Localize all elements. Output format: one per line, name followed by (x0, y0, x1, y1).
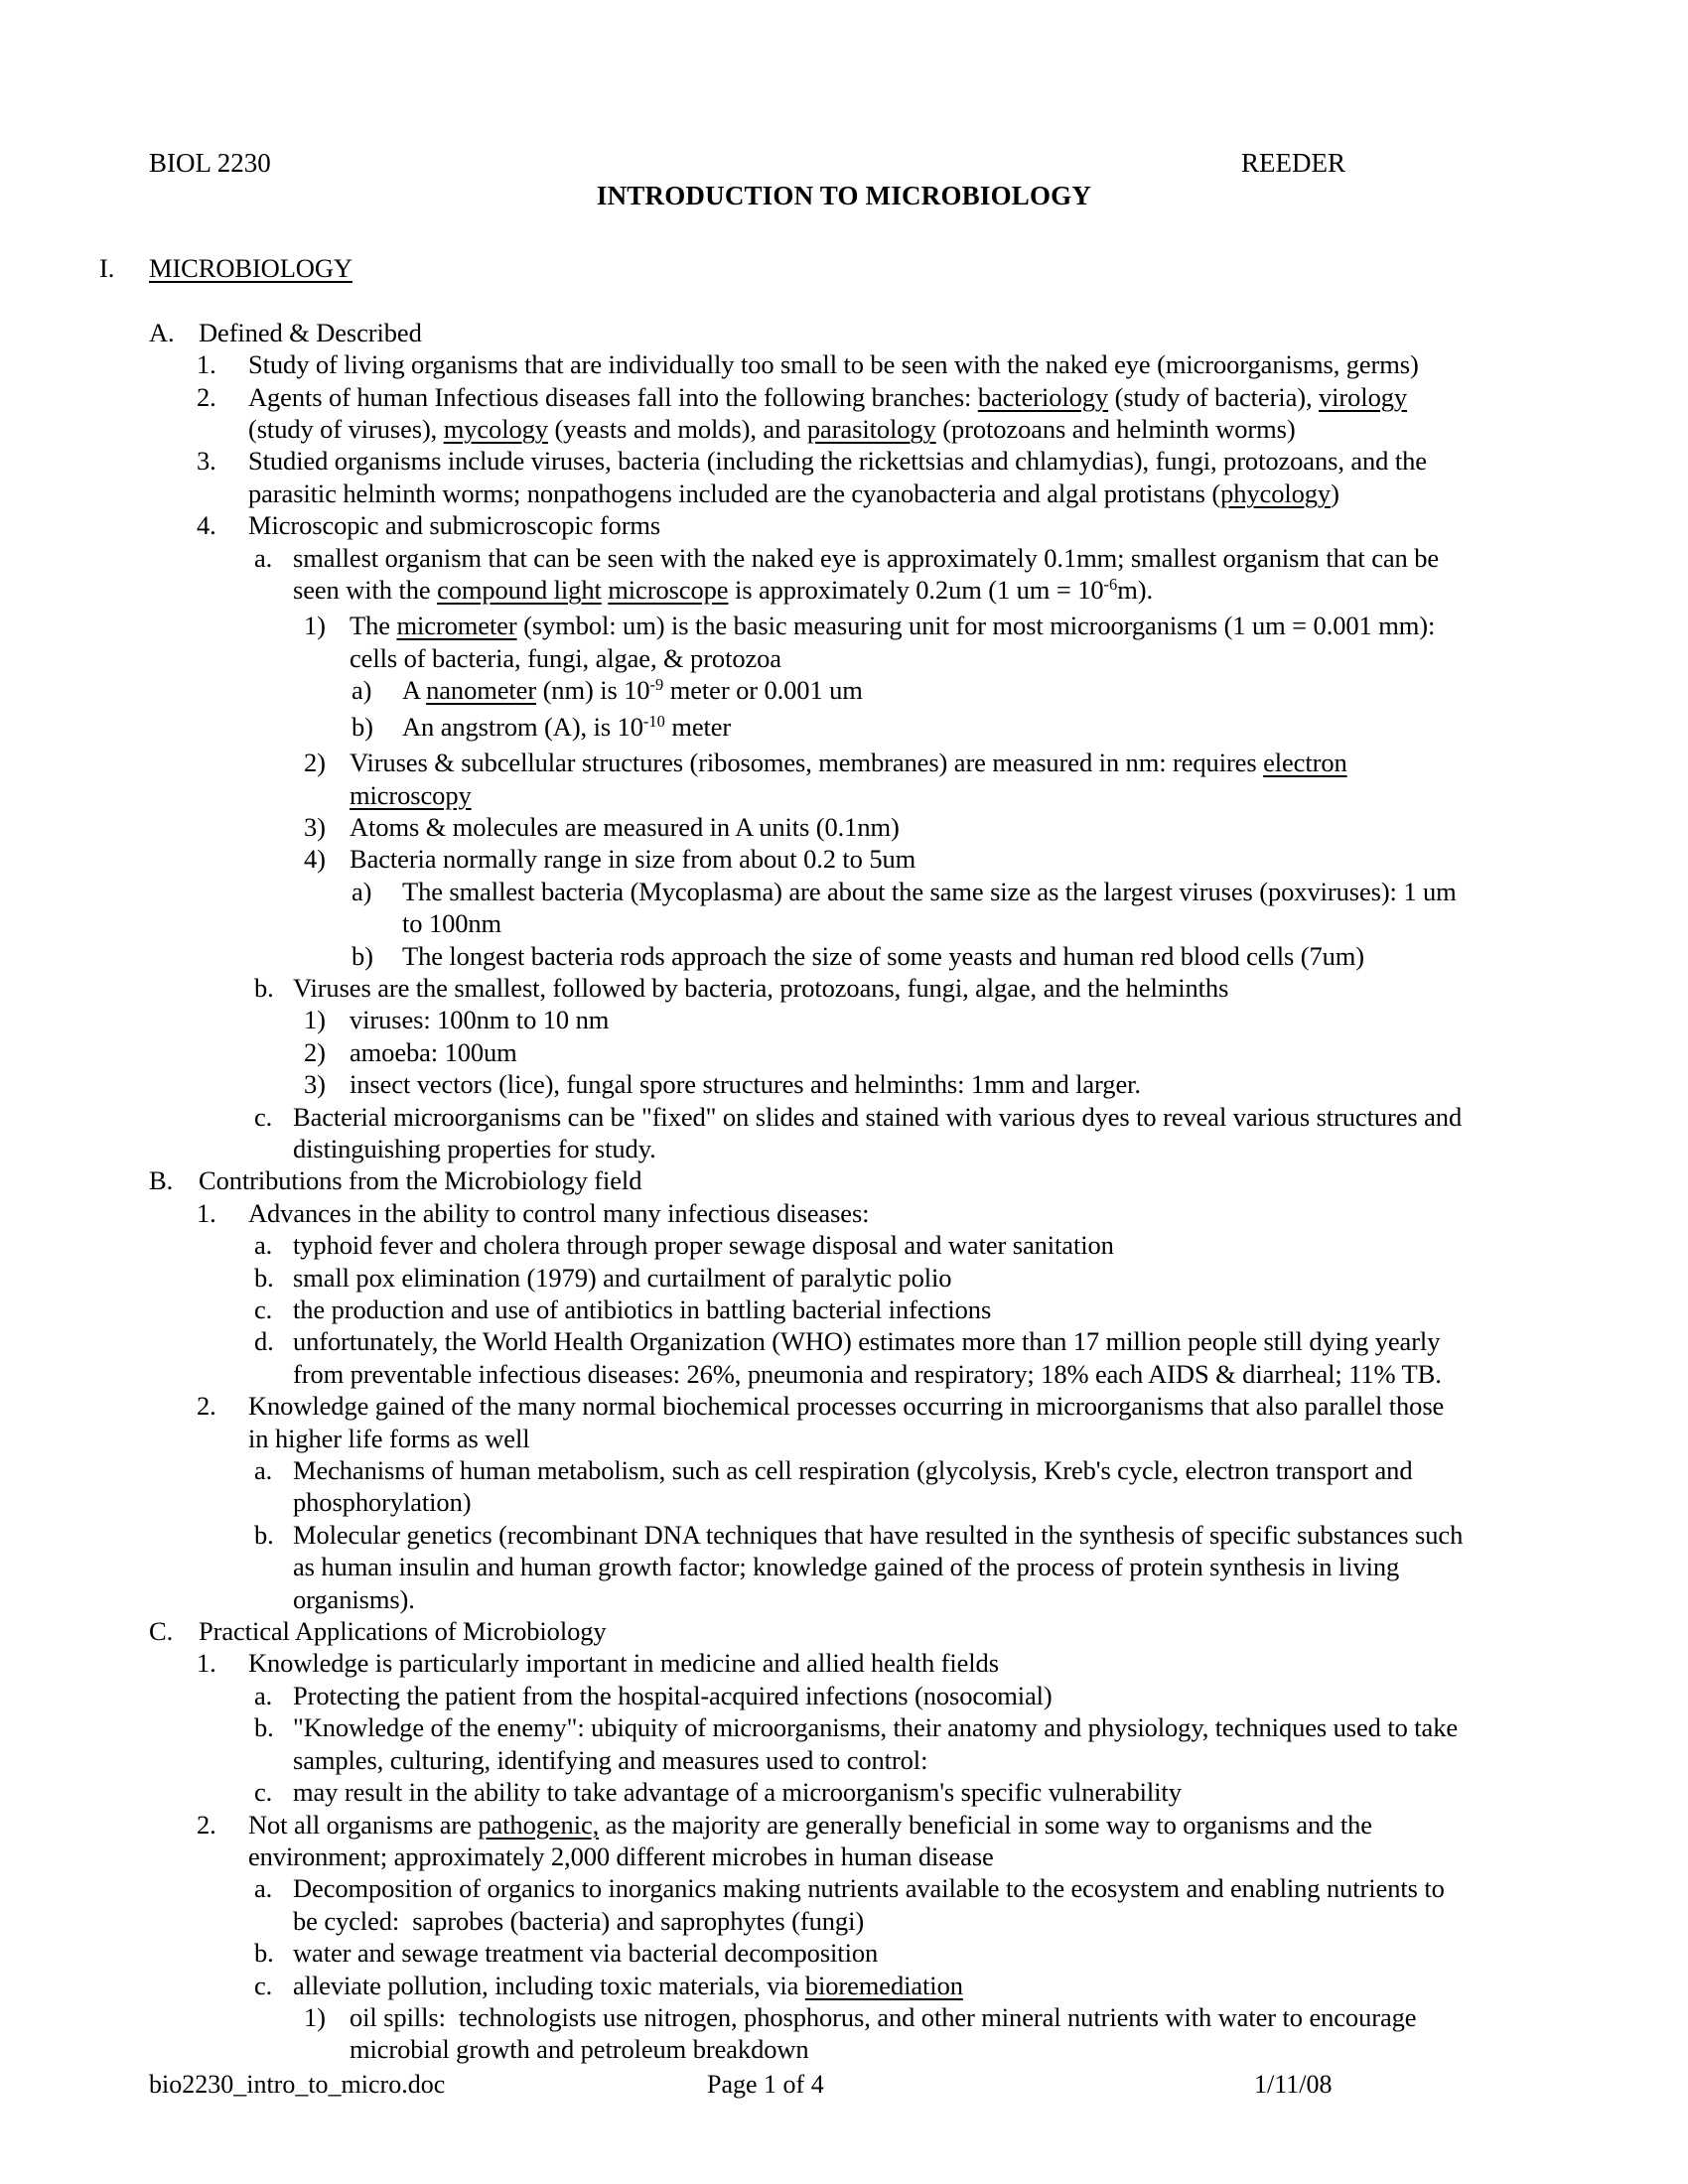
outline-line (0, 811, 1688, 843)
list-marker: 1) (304, 2001, 326, 2032)
list-marker: A. (149, 317, 175, 347)
list-marker: 4. (197, 510, 216, 541)
text-run: (yeasts and molds), and (547, 414, 807, 445)
outline-line (0, 1164, 1688, 1196)
footer-page-number: Page 1 of 4 (707, 2070, 824, 2099)
list-marker: b) (352, 711, 373, 742)
outline-line (0, 1809, 1688, 1841)
list-marker: a. (254, 542, 273, 573)
text-run: phosphorylation) (293, 1487, 472, 1518)
outline-line (0, 1068, 1688, 1100)
outline-line (0, 1325, 1688, 1357)
text-run: "Knowledge of the enemy": ubiquity of microorganisms, their anatomy and physiology, techniques used to take (293, 1712, 1459, 1743)
outline-line (0, 1551, 1688, 1582)
list-marker: b. (254, 1938, 274, 1969)
list-marker: 4) (304, 844, 326, 875)
text-run: seen with the (293, 575, 438, 606)
outline-line (0, 542, 1688, 574)
outline-line (0, 1872, 1688, 1904)
text-run: electron (1263, 748, 1347, 778)
text-run: -9 (649, 675, 664, 695)
outline-line (0, 940, 1688, 972)
outline-line (0, 348, 1688, 380)
blank-line (0, 284, 1688, 316)
text-run: cells of bacteria, fungi, algae, & protozoa (350, 642, 781, 673)
list-marker: 3) (304, 1069, 326, 1100)
text-run: Advances in the ability to control many infectious diseases: (248, 1197, 870, 1228)
list-marker: 1. (197, 1648, 216, 1679)
outline-line (0, 574, 1688, 610)
text-run: nanometer (426, 675, 537, 706)
text-run: A (402, 675, 427, 706)
list-marker: c. (254, 1970, 273, 2000)
text-run: viruses: 100nm to 10 nm (350, 1005, 610, 1035)
list-marker: 2) (304, 748, 326, 778)
text-run: (study of viruses), (248, 414, 444, 445)
list-marker: a. (254, 1455, 273, 1486)
text-run: oil spills: technologists use nitrogen, phosphorus, and other mineral nutrients with water to encourage (350, 2001, 1417, 2032)
outline-line (0, 1454, 1688, 1486)
list-marker: 1) (304, 611, 326, 641)
text-run: smallest organism that can be seen with the naked eye is approximately 0.1mm; smallest organism that can be (293, 542, 1440, 573)
list-marker: C. (149, 1616, 174, 1647)
outline-line (0, 2033, 1688, 2065)
list-marker: c. (254, 1101, 273, 1132)
list-marker: a) (352, 675, 372, 706)
text-run: microscopy (350, 779, 472, 810)
list-marker: b. (254, 1519, 274, 1550)
text-run: distinguishing properties for study. (293, 1133, 656, 1163)
outline-line (0, 1776, 1688, 1808)
text-run: typhoid fever and cholera through proper sewage disposal and water sanitation (293, 1230, 1114, 1261)
outline-line (0, 1647, 1688, 1679)
outline-line (0, 1711, 1688, 1743)
outline-line (0, 1390, 1688, 1422)
text-run: water and sewage treatment via bacterial decomposition (293, 1938, 879, 1969)
list-marker: 2. (197, 1809, 216, 1840)
text-run: MICROBIOLOGY (149, 253, 352, 283)
text-run: Molecular genetics (recombinant DNA techniques that have resulted in the synthesis of specific substances such (293, 1519, 1464, 1550)
text-run: The longest bacteria rods approach the size of some yeasts and human red blood cells (7um) (402, 940, 1364, 971)
outline (0, 252, 1688, 2066)
text-run: compound light (437, 575, 602, 606)
text-run: meter or 0.001 um (663, 675, 863, 706)
list-marker: B. (149, 1165, 174, 1196)
outline-line (0, 779, 1688, 811)
list-marker: 2. (197, 381, 216, 412)
text-run: (symbol: um) is the basic measuring unit for most microorganisms (1 um = 0.001 mm): (516, 611, 1436, 641)
text-run: m). (1117, 575, 1153, 606)
text-run: bioremediation (804, 1970, 963, 2000)
text-run: parasitology (806, 414, 936, 445)
list-marker: a. (254, 1230, 273, 1261)
text-run: may result in the ability to take advantage of a microorganism's specific vulnerability (293, 1777, 1182, 1808)
text-run: The smallest bacteria (Mycoplasma) are about the same size as the largest viruses (poxviruses): 1 um (402, 876, 1457, 906)
footer-filename: bio2230_intro_to_micro.doc (149, 2070, 446, 2099)
list-marker: 3) (304, 811, 326, 842)
list-marker: d. (254, 1326, 274, 1357)
author-name: REEDER (1241, 148, 1345, 178)
outline-line (0, 509, 1688, 541)
list-marker: a. (254, 1680, 273, 1710)
course-code: BIOL 2230 (149, 148, 271, 178)
list-marker: 1) (304, 1005, 326, 1035)
document-title: INTRODUCTION TO MICROBIOLOGY (596, 181, 1092, 210)
text-run: Study of living organisms that are individually too small to be seen with the naked eye (microorganisms, germs) (248, 349, 1419, 380)
text-run: amoeba: 100um (350, 1036, 517, 1067)
list-marker: I. (99, 253, 115, 283)
text-run: mycology (443, 414, 548, 445)
text-run: micrometer (396, 611, 517, 641)
text-run: Knowledge gained of the many normal biochemical processes occurring in microorganisms that also parallel those (248, 1391, 1445, 1422)
outline-line (0, 1841, 1688, 1872)
outline-line (0, 642, 1688, 674)
outline-line (0, 1905, 1688, 1937)
outline-line (0, 381, 1688, 413)
outline-line (0, 610, 1688, 641)
text-run: to 100nm (402, 908, 502, 939)
text-run: Agents of human Infectious diseases fall into the following branches: (248, 381, 978, 412)
outline-line (0, 1486, 1688, 1518)
footer-date: 1/11/08 (1254, 2070, 1333, 2099)
list-marker: a. (254, 1873, 273, 1904)
text-run: as the majority are generally beneficial in some way to organisms and the (599, 1809, 1372, 1840)
text-run: samples, culturing, identifying and measures used to control: (293, 1744, 928, 1775)
text-run: An angstrom (A), is 10 (402, 711, 643, 742)
text-run: microscope (608, 575, 729, 606)
outline-line (0, 1680, 1688, 1711)
outline-line (0, 1937, 1688, 1969)
text-run: -6 (1103, 575, 1118, 595)
list-marker: 2) (304, 1036, 326, 1067)
outline-line (0, 1615, 1688, 1647)
list-marker: b. (254, 1262, 274, 1293)
text-run: alleviate pollution, including toxic materials, via (293, 1970, 805, 2000)
text-run: small pox elimination (1979) and curtailment of paralytic polio (293, 1262, 952, 1293)
text-run: (protozoans and helminth worms) (935, 414, 1296, 445)
text-run: parasitic helminth worms; nonpathogens included are the cyanobacteria and algal protistans ( (248, 478, 1221, 508)
text-run: in higher life forms as well (248, 1423, 530, 1453)
text-run: Viruses & subcellular structures (ribosomes, membranes) are measured in nm: requires (350, 748, 1264, 778)
outline-line (0, 1101, 1688, 1133)
outline-line (0, 445, 1688, 477)
outline-line (0, 2001, 1688, 2033)
list-marker: c. (254, 1777, 273, 1808)
list-marker: b. (254, 1712, 274, 1743)
text-run: Bacteria normally range in size from about 0.2 to 5um (350, 844, 916, 875)
text-run: pathogenic, (478, 1809, 600, 1840)
text-run: is approximately 0.2um (1 um = 10 (728, 575, 1104, 606)
text-run: organisms). (293, 1583, 415, 1614)
text-run: Studied organisms include viruses, bacteria (including the rickettsias and chlamydias), fungi, protozoans, and the (248, 446, 1427, 477)
outline-line (0, 843, 1688, 875)
outline-line (0, 1358, 1688, 1390)
text-run: Knowledge is particularly important in medicine and allied health fields (248, 1648, 999, 1679)
text-run: Not all organisms are (248, 1809, 479, 1840)
text-run: (nm) is 10 (536, 675, 650, 706)
outline-line (0, 711, 1688, 747)
text-run: Viruses are the smallest, followed by bacteria, protozoans, fungi, algae, and the helminths (293, 972, 1229, 1003)
outline-line (0, 1262, 1688, 1294)
text-run: -10 (642, 711, 665, 731)
text-run: meter (664, 711, 732, 742)
text-run: insect vectors (lice), fungal spore structures and helminths: 1mm and larger. (350, 1069, 1141, 1100)
outline-line (0, 1519, 1688, 1551)
text-run: from preventable infectious diseases: 26%, pneumonia and respiratory; 18% each AIDS & diarrheal; 11% TB. (293, 1358, 1442, 1389)
outline-line (0, 1004, 1688, 1035)
text-run: ) (1331, 478, 1339, 508)
text-run: Contributions from the Microbiology field (199, 1165, 642, 1196)
outline-line (0, 478, 1688, 509)
outline-line (0, 1133, 1688, 1164)
text-run: environment; approximately 2,000 different microbes in human disease (248, 1841, 994, 1871)
list-marker: 1. (197, 1197, 216, 1228)
outline-line (0, 972, 1688, 1004)
outline-line (0, 1744, 1688, 1776)
outline-line (0, 1197, 1688, 1229)
text-run: Atoms & molecules are measured in A units (0.1nm) (350, 811, 900, 842)
list-marker: 3. (197, 446, 216, 477)
outline-line (0, 413, 1688, 445)
outline-line (0, 1229, 1688, 1261)
text-run: bacteriology (977, 381, 1109, 412)
outline-line (0, 1970, 1688, 2001)
text-run: (study of bacteria), (1108, 381, 1320, 412)
text-run: Practical Applications of Microbiology (199, 1616, 607, 1647)
text-run: Microscopic and submicroscopic forms (248, 510, 661, 541)
text-run: Decomposition of organics to inorganics making nutrients available to the ecosystem and enabling nutrients to (293, 1873, 1445, 1904)
outline-line (0, 1423, 1688, 1454)
text-run: phycology (1220, 478, 1332, 508)
list-marker: 1. (197, 349, 216, 380)
list-marker: a) (352, 876, 372, 906)
text-run: Defined & Described (199, 317, 422, 347)
list-marker: c. (254, 1295, 273, 1324)
text-run: as human insulin and human growth factor; knowledge gained of the process of protein synthesis in living (293, 1552, 1400, 1582)
outline-line (0, 674, 1688, 710)
text-run: Mechanisms of human metabolism, such as cell respiration (glycolysis, Kreb's cycle, electron transport and (293, 1455, 1413, 1486)
outline-line (0, 1036, 1688, 1068)
outline-line (0, 747, 1688, 778)
text-run: the production and use of antibiotics in battling bacterial infections (293, 1295, 992, 1324)
text-run: be cycled: saprobes (bacteria) and saprophytes (fungi) (293, 1905, 865, 1936)
text-run: virology (1319, 381, 1408, 412)
text-run: unfortunately, the World Health Organization (WHO) estimates more than 17 million people still dying yearly (293, 1326, 1441, 1357)
outline-line (0, 907, 1688, 939)
outline-line (0, 1583, 1688, 1615)
list-marker: b. (254, 972, 274, 1003)
outline-line (0, 1294, 1688, 1325)
outline-line (0, 252, 1688, 284)
outline-line (0, 317, 1688, 348)
text-run: Protecting the patient from the hospital-acquired infections (nosocomial) (293, 1680, 1053, 1710)
list-marker: b) (352, 940, 373, 971)
list-marker: 2. (197, 1391, 216, 1422)
text-run: Bacterial microorganisms can be "fixed" on slides and stained with various dyes to reveal various structures and (293, 1101, 1463, 1132)
text-run: The (350, 611, 397, 641)
text-run: microbial growth and petroleum breakdown (350, 2034, 809, 2065)
outline-line (0, 876, 1688, 907)
